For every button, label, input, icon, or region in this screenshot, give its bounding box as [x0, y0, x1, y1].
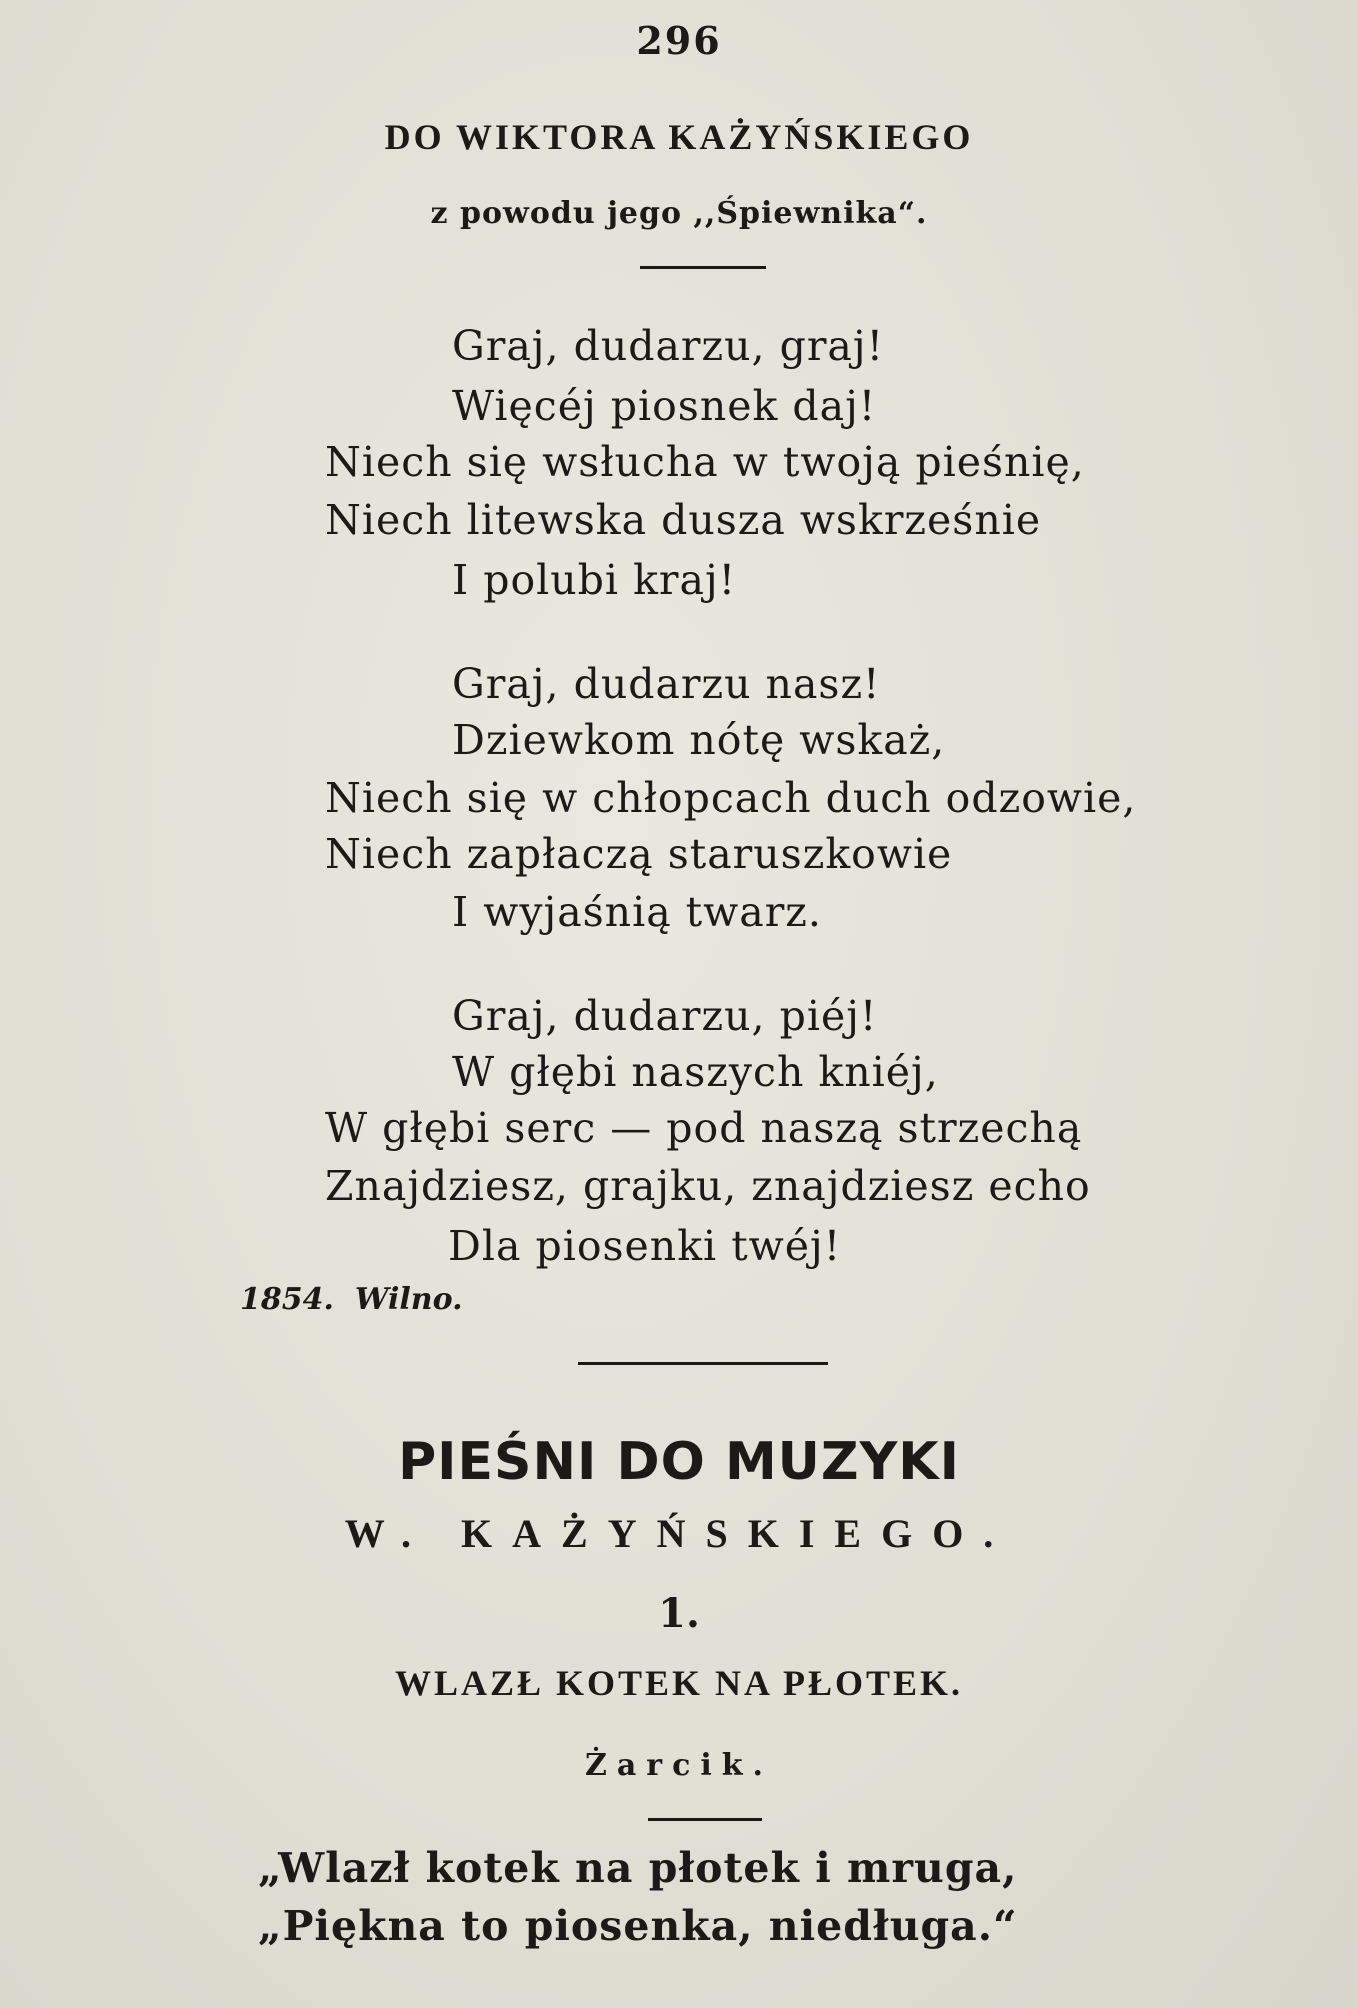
song-divider	[648, 1818, 762, 1821]
poem-date: 1854.	[240, 1282, 334, 1317]
song-title: WLAZŁ KOTEK NA PŁOTEK.	[394, 1663, 964, 1703]
verse-line: W głębi serc — pod naszą strzechą	[325, 1104, 1083, 1152]
section-title: PIEŚNI DO MUZYKI	[398, 1432, 960, 1492]
verse-line: W głębi naszych kniéj,	[452, 1048, 939, 1096]
poem-place: Wilno.	[354, 1282, 463, 1317]
poem-date-place	[240, 1282, 463, 1317]
verse-line: Niech się wsłucha w twoją pieśnię,	[325, 438, 1085, 486]
section-divider	[578, 1362, 828, 1365]
page-number: 296	[636, 18, 722, 63]
section-number: 1.	[658, 1590, 700, 1637]
verse-line: Niech zapłaczą staruszkowie	[325, 830, 953, 878]
song-line: „Piękna to piosenka, niedługa.“	[258, 1902, 1018, 1950]
verse-line: Znajdziesz, grajku, znajdziesz echo	[325, 1162, 1091, 1210]
verse-line: I polubi kraj!	[452, 556, 737, 604]
verse-line: Niech litewska dusza wskrześnie	[325, 496, 1042, 544]
verse-line: Graj, dudarzu, piéj!	[452, 992, 878, 1040]
verse-line: Graj, dudarzu nasz!	[452, 660, 881, 708]
verse-line: Graj, dudarzu, graj!	[452, 322, 885, 370]
verse-line: Niech się w chłopcach duch odzowie,	[325, 774, 1137, 822]
verse-line: I wyjaśnią twarz.	[452, 888, 822, 936]
title-divider	[640, 266, 766, 269]
verse-line: Dla piosenki twéj!	[448, 1222, 842, 1270]
poem-title: DO WIKTORA KAŻYŃSKIEGO	[384, 117, 974, 157]
poem-subtitle: z powodu jego ,,Śpiewnika“.	[430, 196, 928, 231]
song-line: „Wlazł kotek na płotek i mruga,	[258, 1844, 1018, 1892]
section-subtitle: W. KAŻYŃSKIEGO.	[344, 1511, 1014, 1556]
verse-line: Więcéj piosnek daj!	[452, 382, 877, 430]
song-subtitle: Żarcik.	[584, 1748, 774, 1783]
verse-line: Dziewkom nótę wskaż,	[452, 716, 946, 764]
